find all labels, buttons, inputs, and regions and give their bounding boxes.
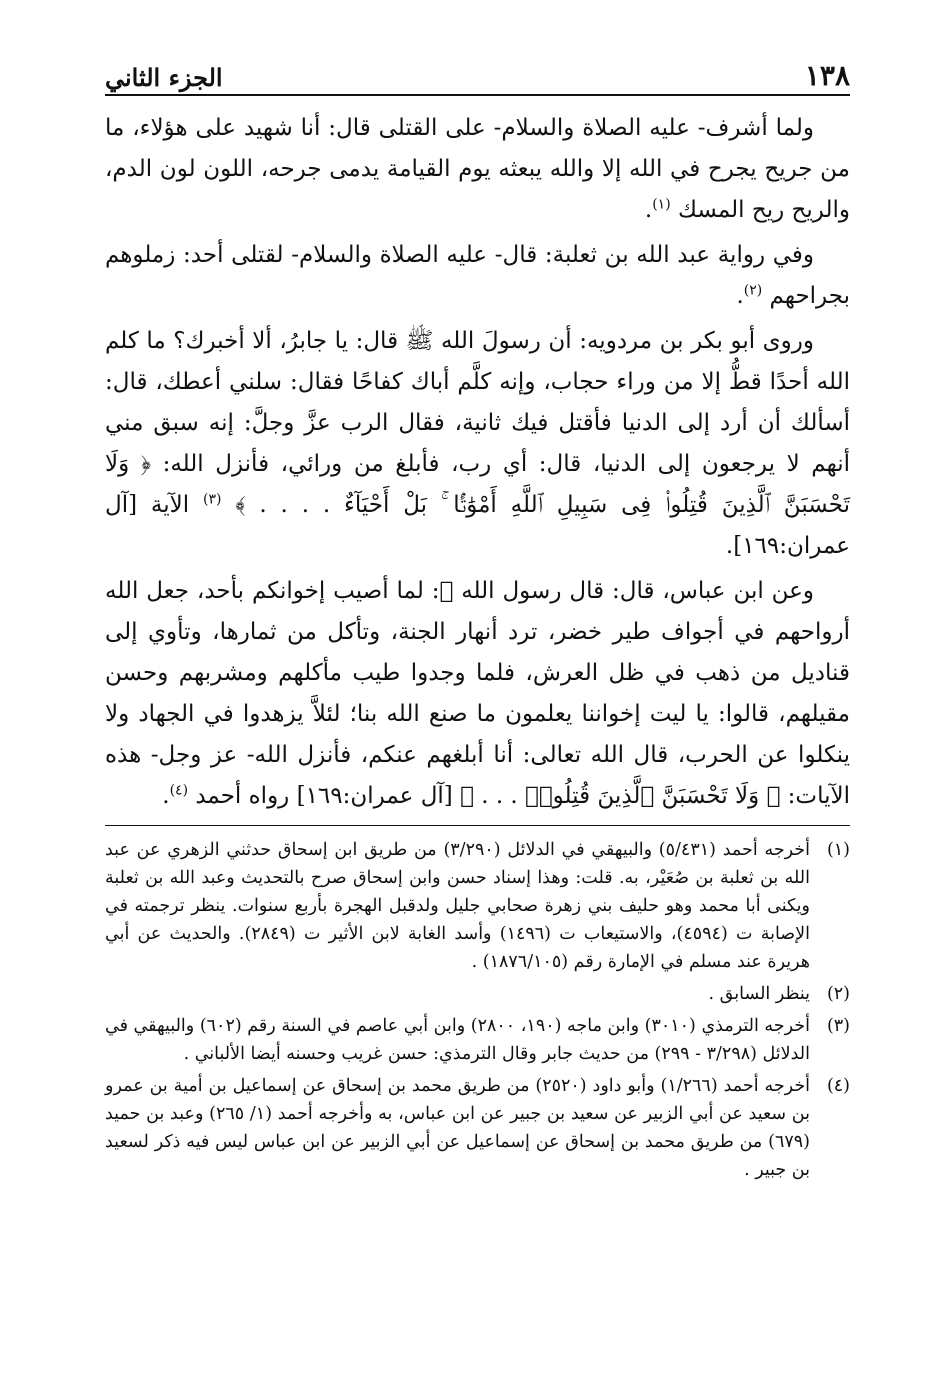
verse-reference: الآية [آل عمران:١٦٩]. — [105, 492, 850, 559]
page-number: ١٣٨ — [804, 59, 850, 92]
book-page — [105, 50, 850, 1188]
paragraph-text: ولما أشرف- عليه الصلاة والسلام- على القتلى قال: أنا شهيد على هؤلاء، ما من جريح يجرح في الله إلا والله يبعثه يوم القيامة يدمى جرحه، اللون لون الدم، والريح ريح المسك — [105, 115, 850, 223]
footnote-text: أخرجه الترمذي (٣٠١٠) وابن ماجه (١٩٠، ٢٨٠٠) وابن أبي عاصم في السنة رقم (٦٠٢) والبيهقي في الدلائل (٣/٢٩٨ - ٢٩٩) من حديث جابر وقال الترمذي: حسن غريب وحسنه أيضا الألباني . — [105, 1016, 810, 1064]
footnote — [105, 1072, 850, 1184]
footnote-number: (٣) — [826, 1016, 850, 1036]
footnote-divider — [105, 825, 850, 826]
paragraph — [105, 108, 850, 231]
footnote-number: (١) — [826, 840, 850, 860]
paragraph — [105, 321, 850, 567]
running-title: الجزء الثاني — [105, 63, 223, 92]
punctuation: . — [736, 283, 744, 309]
paragraph — [105, 571, 850, 817]
footnote-ref: (٤) — [169, 782, 189, 799]
footnotes — [105, 836, 850, 1184]
footnote-ref: (٣) — [203, 491, 222, 508]
footnote-ref: (١) — [652, 196, 671, 213]
footnote-text: ينظر السابق . — [708, 984, 810, 1004]
paragraph — [105, 235, 850, 317]
footnote — [105, 980, 850, 1008]
footnote-number: (٤) — [826, 1076, 850, 1096]
punctuation: . — [644, 197, 653, 223]
footnote-number: (٢) — [826, 984, 850, 1004]
page-header — [105, 50, 850, 96]
footnote-text: أخرجه أحمد (١/٢٦٦) وأبو داود (٢٥٢٠) من طريق محمد بن إسحاق عن إسماعيل بن أمية بن عمرو بن سعيد عن أبي الزبير عن سعيد بن جبير عن ابن عباس، به وأخرجه أحمد (١/ ٢٦٥) وعبد بن حميد (٦٧٩) من طريق محمد بن إسحاق عن إسماعيل عن أبي الزبير عن ابن عباس ليس فيه ذكر لسعيد بن جبير . — [105, 1076, 811, 1180]
paragraph-text: وروى أبو بكر بن مردويه: أن رسولَ الله ﷺ قال: يا جابرُ، ألا أخبرك؟ ما كلم الله أحدًا قطُّ إلا من وراء حجاب، وإنه كلَّم أباك كفاحًا فقال: سلني أعطك، قال: أسألك أن أرد إلى الدنيا فأقتل فيك ثانية، فقال الرب عزَّ وجلَّ: إنه سبق مني أنهم لا يرجعون إلى الدنيا، قال: أي رب، فأبلغ من ورائي، فأنزل الله: ﴿ وَلَا تَحْسَبَنَّ ٱلَّذِينَ قُتِلُوا۟ فِى سَبِيلِ ٱللَّهِ أَمْوَٰتًۢا ۚ بَلْ أَحْيَآءٌ . . . . ﴾ — [105, 328, 851, 518]
paragraph-text: وفي رواية عبد الله بن ثعلبة: قال- عليه الصلاة والسلام- لقتلى أحد: زملوهم بجراحهم — [105, 242, 850, 309]
paragraph-text: وعن ابن عباس، قال: قال رسول الله ﷺ: لما أصيب إخوانكم بأحد، جعل الله أرواحهم في أجواف طير خضر، ترد أنهار الجنة، وتأكل من ثمارها، وتأوي إلى قناديل من ذهب في ظل العرش، فلما وجدوا طيب مأكلهم ومشربهم وحسن مقيلهم، قالوا: يا ليت إخواننا يعلمون ما صنع الله بنا؛ لئلاَّ يزهدوا في الجهاد ولا ينكلوا عن الحرب، قال الله تعالى: أنا أبلغهم عنكم، فأنزل الله- عز وجل- هذه الآيات: ﴿ وَلَا تَحْسَبَنَّ ٱلَّذِينَ قُتِلُوا۟ . . . ﴾ [آل عمران:١٦٩] رواه أحمد — [105, 578, 850, 809]
main-text — [105, 108, 850, 817]
footnote-text: أخرجه أحمد (٥/٤٣١) والبيهقي في الدلائل (٣/٢٩٠) من طريق ابن إسحاق حدثني الزهري عن عبد الله بن ثعلبة بن صُعَيْر، به. قلت: وهذا إسناد حسن وابن إسحاق صرح بالتحديث وعبد الله بن ثعلبة ويكنى أبا محمد وهو حليف بني زهرة صحابي جليل ولدقبل الهجرة بأربع سنوات. ينظر ترجمته في الإصابة ت (٤٥٩٤)، والاستيعاب ت (١٤٩٦) وأسد الغابة لابن الأثير ت (٢٨٤٩). والحديث عن أبي هريرة عند مسلم في الإمارة رقم (١٨٧٦/١٠٥) . — [105, 840, 811, 972]
punctuation: . — [162, 783, 170, 809]
footnote — [105, 1012, 850, 1068]
footnote-ref: (٢) — [743, 282, 763, 299]
footnote — [105, 836, 850, 976]
